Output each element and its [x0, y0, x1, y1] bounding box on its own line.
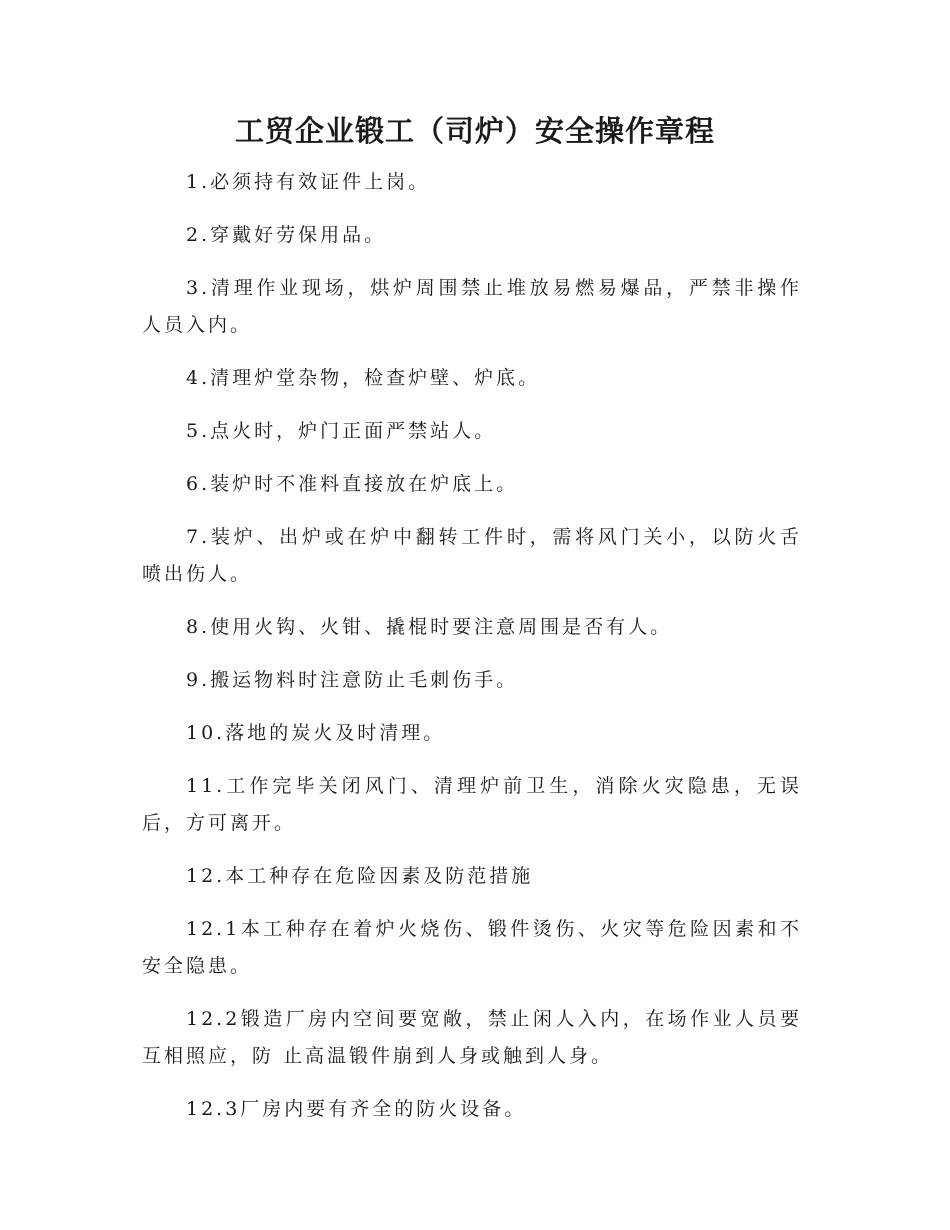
paragraph-8: 8.使用火钩、火钳、撬棍时要注意周围是否有人。	[186, 616, 673, 638]
document-body	[142, 164, 802, 1144]
paragraph-12-3: 12.3厂房内要有齐全的防火设备。	[186, 1098, 527, 1120]
paragraph-1: 1.必须持有效证件上岗。	[186, 171, 431, 193]
paragraph-10: 10.落地的炭火及时清理。	[186, 722, 446, 744]
paragraph-3: 3.清理作业现场，烘炉周围禁止堆放易燃易爆品，严禁非操作人员入内。	[142, 277, 802, 336]
paragraph-12: 12.本工种存在危险因素及防范措施	[186, 865, 534, 887]
paragraph-7: 7.装炉、出炉或在炉中翻转工件时，需将风门关小，以防火舌喷出伤人。	[142, 526, 802, 585]
paragraph-4: 4.清理炉堂杂物，检查炉壁、炉底。	[186, 367, 541, 389]
paragraph-11: 11.工作完毕关闭风门、清理炉前卫生，消除火灾隐患，无误后，方可离开。	[142, 775, 802, 834]
document-title: 工贸企业锻工（司炉）安全操作章程	[234, 114, 715, 148]
paragraph-5: 5.点火时，炉门正面严禁站人。	[186, 420, 497, 442]
paragraph-6: 6.装炉时不准料直接放在炉底上。	[186, 473, 519, 495]
paragraph-12-2: 12.2锻造厂房内空间要宽敞，禁止闲人入内，在场作业人员要互相照应，防 止高温锻件崩到人身或触到人身。	[142, 1008, 802, 1067]
paragraph-9: 9.搬运物料时注意防止毛刺伤手。	[186, 669, 519, 691]
paragraph-12-1: 12.1本工种存在着炉火烧伤、锻件烫伤、火灾等危险因素和不安全隐患。	[142, 918, 802, 977]
paragraph-2: 2.穿戴好劳保用品。	[186, 224, 387, 246]
